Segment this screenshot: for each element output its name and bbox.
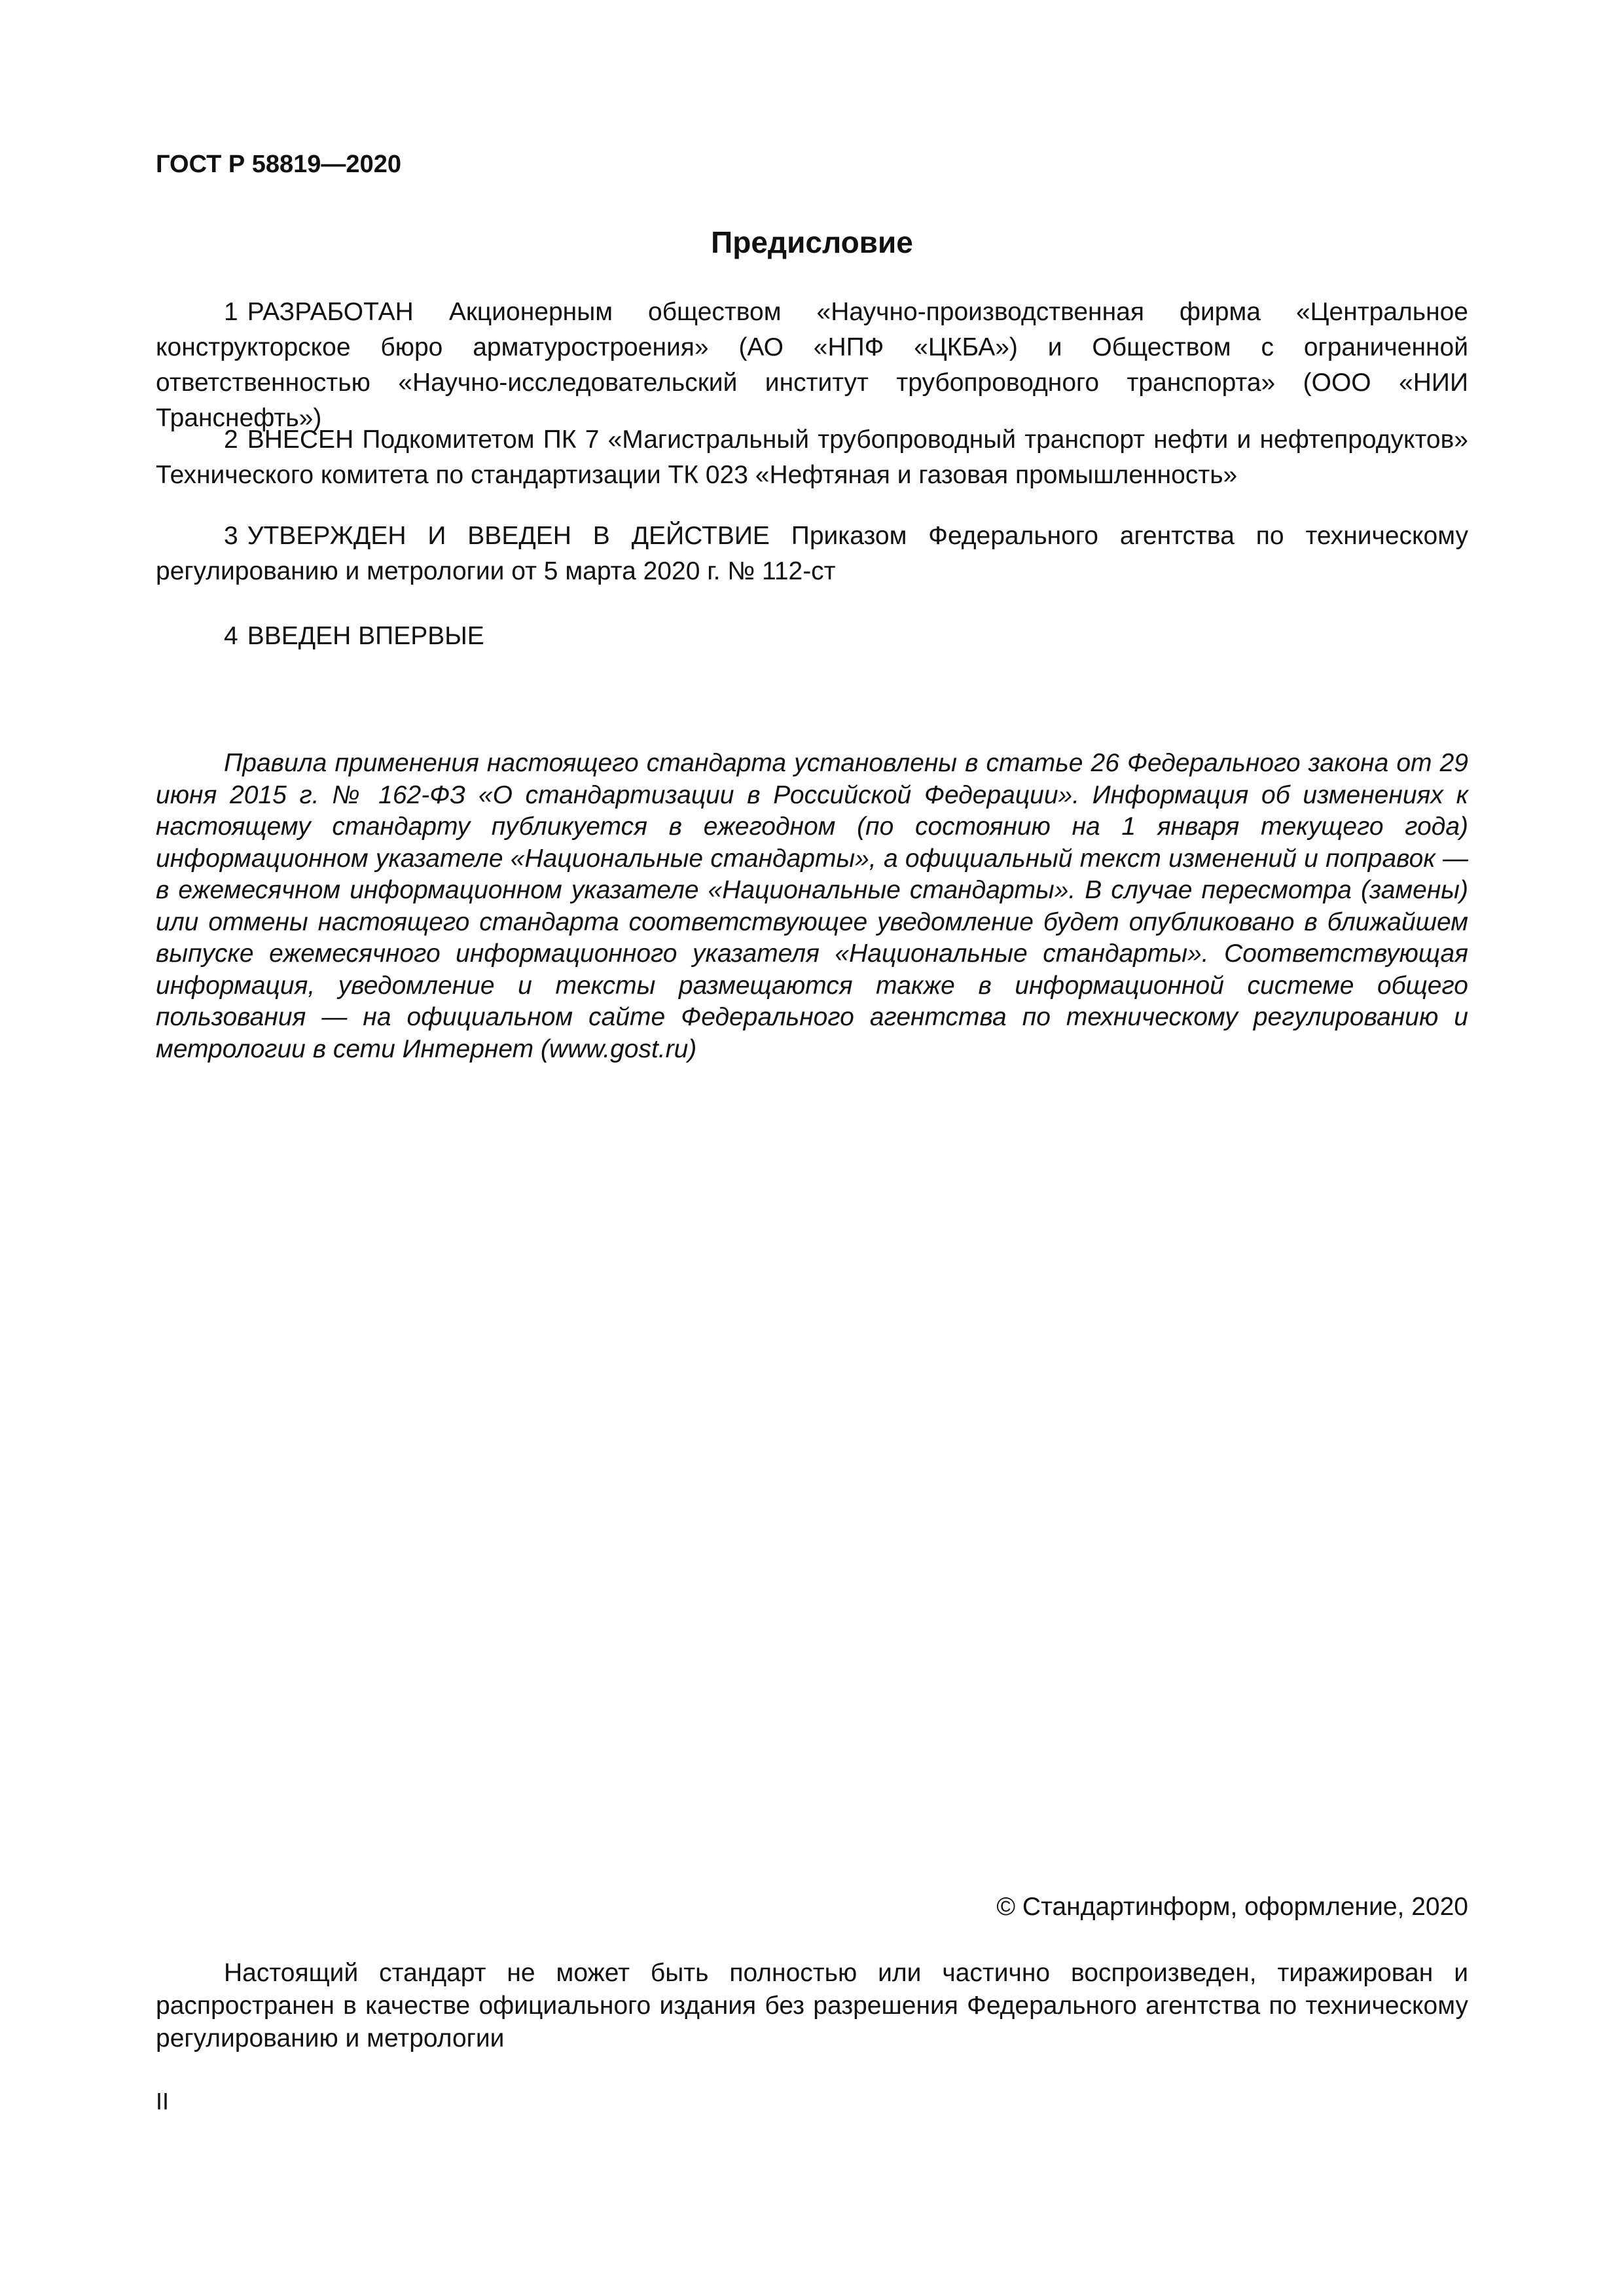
copyright-line: © Стандартинформ, оформление, 2020: [996, 1893, 1468, 1921]
foreword-item-4: [156, 619, 1468, 654]
document-code: ГОСТ Р 58819—2020: [156, 151, 401, 178]
item-text: ВНЕСЕН Подкомитетом ПК 7 «Магистральный трубопроводный транспорт нефти и нефтепродуктов» Технического комитета по стандартизации ТК 023 «Нефтяная и газовая промышленность»: [156, 426, 1468, 489]
reproduction-notice: Настоящий стандарт не может быть полностью или частично воспроизведен, тиражирован и распространен в качестве официального издания без разрешения Федерального агентства по техническому регулированию и метрологии: [156, 1959, 1468, 2052]
section-title: Предисловие: [711, 225, 913, 259]
item-number: 1: [224, 298, 238, 326]
application-rules-notice: Правила применения настоящего стандарта установлены в статье 26 Федерального закона от 29 июня 2015 г. № 162-ФЗ «О стандартизации в Российской Федерации». Информация об изменениях к настоящему стандарту публикуется в ежегодном (по состоянию на 1 января текущего года) информационном указателе «Национальные стандарты», а официальный текст изменений и поправок — в ежемесячном информационном указателе «Национальные стандарты». В случае пересмотра (замены) или отмены настоящего стандарта соответствующее уведомление будет опубликовано в ближайшем выпуске ежемесячного информационного указателя «Национальные стандарты». Соответствующая информация, уведомление и тексты размещаются также в информационной системе общего пользования — на официальном сайте Федерального агентства по техническому регулированию и метрологии в сети Интернет (www.gost.ru): [156, 749, 1468, 1063]
item-number: 2: [224, 426, 238, 454]
foreword-item-3: [156, 519, 1468, 589]
item-number: 4: [224, 622, 238, 650]
foreword-item-1: [156, 295, 1468, 436]
page-number: II: [156, 2088, 170, 2115]
foreword-item-2: [156, 422, 1468, 493]
item-text: РАЗРАБОТАН Акционерным обществом «Научно-производственная фирма «Центральное конструкторское бюро арматуростроения» (АО «НПФ «ЦКБА») и Обществом с ограниченной ответственностью «Научно-исследовательский институт трубопроводного транспорта» (ООО «НИИ Транснефть»): [156, 298, 1468, 432]
item-number: 3: [224, 522, 238, 550]
item-text: ВВЕДЕН ВПЕРВЫЕ: [247, 622, 484, 650]
item-text: УТВЕРЖДЕН И ВВЕДЕН В ДЕЙСТВИЕ Приказом Федерального агентства по техническому регулированию и метрологии от 5 марта 2020 г. № 112-ст: [156, 522, 1468, 585]
